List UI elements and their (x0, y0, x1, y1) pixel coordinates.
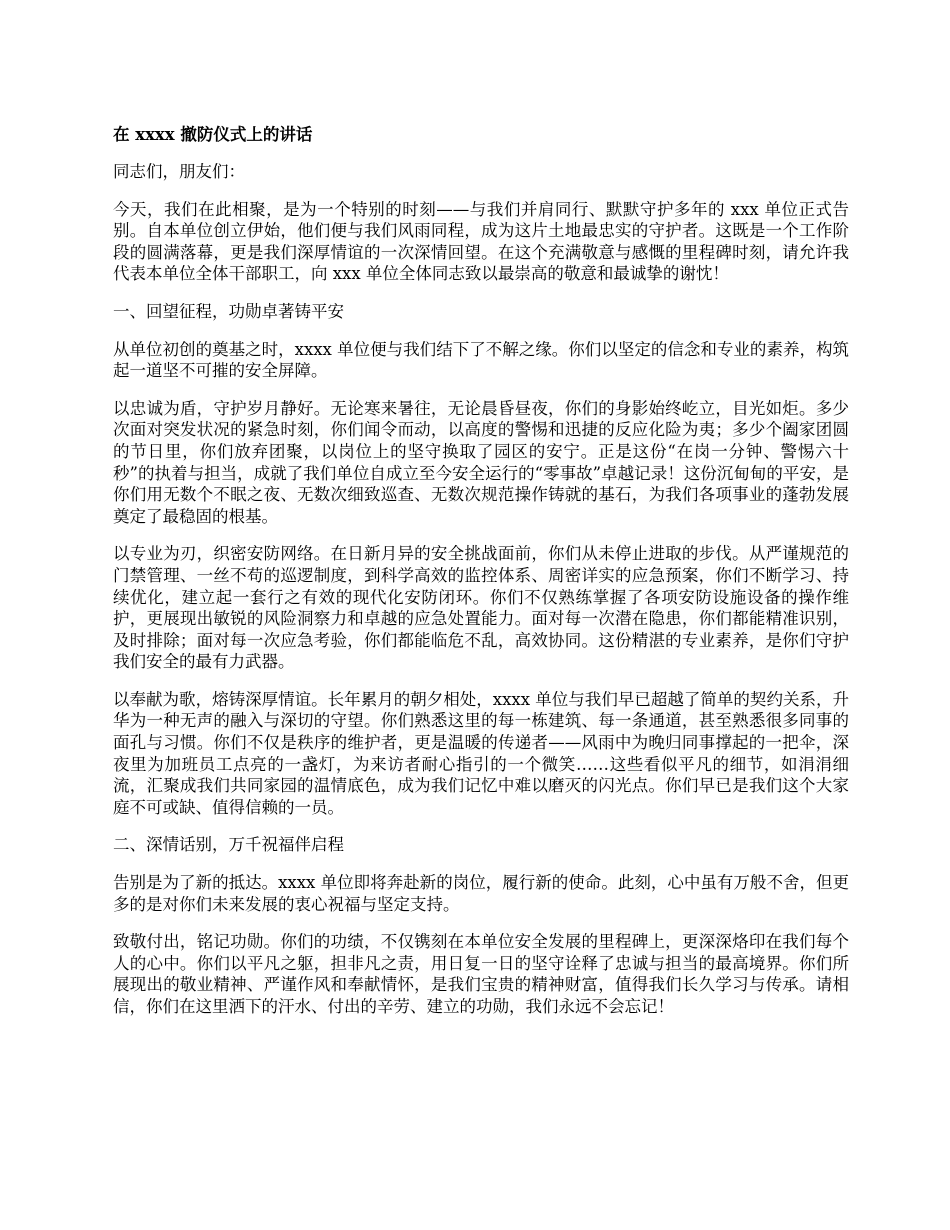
greeting: 同志们，朋友们： (113, 162, 245, 181)
body-paragraph: 致敬付出，铭记功勋。你们的功绩，不仅镌刻在本单位安全发展的里程碑上，更深深烙印在我们每个人的心中。你们以平凡之躯，担非凡之责，用日复一日的坚守诠释了忠诚与担当的最高境界。你们所展现出的敬业精神、严谨作风和奉献情怀，是我们宝贵的精神财富，值得我们长久学习与传承。请相信，你们在这里洒下的汗水、付出的辛劳、建立的功勋，我们永远不会忘记！ (113, 932, 849, 1016)
document-title: 在 xxxx 撤防仪式上的讲话 (113, 125, 313, 144)
body-paragraph: 以忠诚为盾，守护岁月静好。无论寒来暑往，无论晨昏昼夜，你们的身影始终屹立，目光如炬。多少次面对突发状况的紧急时刻，你们闻令而动，以高度的警惕和迅捷的反应化险为夷；多少个阖家团圆的节日里，你们放弃团聚，以岗位上的坚守换取了园区的安宁。正是这份“在岗一分钟、警惕六十秒”的执着与担当，成就了我们单位自成立至今安全运行的“零事故”卓越记录！这份沉甸甸的平安，是你们用无数个不眠之夜、无数次细致巡查、无数次规范操作铸就的基石，为我们各项事业的蓬勃发展奠定了最稳固的根基。 (113, 398, 849, 526)
body-paragraph: 从单位初创的奠基之时，xxxx 单位便与我们结下了不解之缘。你们以坚定的信念和专业的素养，构筑起一道坚不可摧的安全屏障。 (113, 339, 849, 381)
document-page (113, 124, 849, 1034)
body-paragraph: 以专业为刃，织密安防网络。在日新月异的安全挑战面前，你们从未停止进取的步伐。从严谨规范的门禁管理、一丝不苟的巡逻制度，到科学高效的监控体系、周密详实的应急预案，你们不断学习、持续优化，建立起一套行之有效的现代化安防闭环。你们不仅熟练掌握了各项安防设施设备的操作维护，更展现出敏锐的风险洞察力和卓越的应急处置能力。面对每一次潜在隐患，你们都能精准识别，及时排除；面对每一次应急考验，你们都能临危不乱，高效协同。这份精湛的专业素养，是你们守护我们安全的最有力武器。 (113, 544, 849, 672)
section-heading-1: 一、回望征程，功勋卓著铸平安 (113, 301, 344, 321)
body-paragraph: 告别是为了新的抵达。xxxx 单位即将奔赴新的岗位，履行新的使命。此刻，心中虽有万般不舍，但更多的是对你们未来发展的衷心祝福与坚定支持。 (113, 873, 849, 914)
section-heading-2: 二、深情话别，万千祝福伴启程 (113, 835, 344, 855)
opening-paragraph: 今天，我们在此相聚，是为一个特别的时刻——与我们并肩同行、默默守护多年的 xxx 单位正式告别。自本单位创立伊始，他们便与我们风雨同程，成为这片土地最忠实的守护者。这既是一个工作阶段的圆满落幕，更是我们深厚情谊的一次深情回望。在这个充满敬意与感慨的里程碑时刻，请允许我代表本单位全体干部职工，向 xxx 单位全体同志致以最崇高的敬意和最诚挚的谢忱！ (113, 199, 849, 284)
body-paragraph: 以奉献为歌，熔铸深厚情谊。长年累月的朝夕相处，xxxx 单位与我们早已超越了简单的契约关系，升华为一种无声的融入与深切的守望。你们熟悉这里的每一栋建筑、每一条通道，甚至熟悉很多同事的面孔与习惯。你们不仅是秩序的维护者，更是温暖的传递者——风雨中为晚归同事撑起的一把伞，深夜里为加班员工点亮的一盏灯，为来访者耐心指引的一个微笑……这些看似平凡的细节，如涓涓细流，汇聚成我们共同家园的温情底色，成为我们记忆中难以磨灭的闪光点。你们早已是我们这个大家庭不可或缺、值得信赖的一员。 (113, 689, 849, 817)
